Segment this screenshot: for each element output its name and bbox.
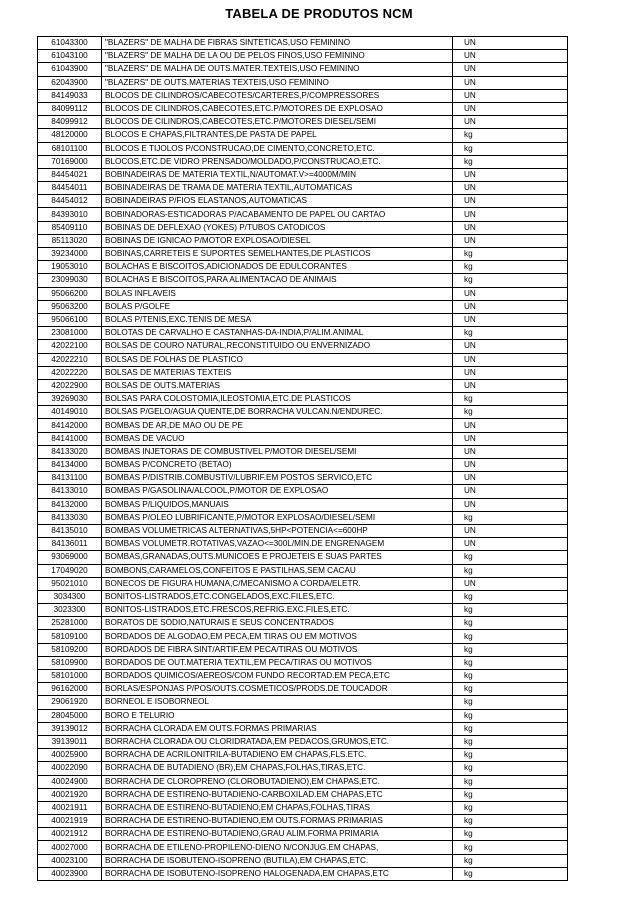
ncm-code-cell: 84454021 <box>38 168 102 181</box>
ncm-code-cell: 40021920 <box>38 788 102 801</box>
ncm-code-cell: 61043900 <box>38 63 102 76</box>
unit-cell: UN <box>453 116 568 129</box>
table-body <box>38 37 568 881</box>
ncm-code-cell: 96162000 <box>38 683 102 696</box>
product-description-cell: BORNEOL E ISOBORNEOL <box>102 696 453 709</box>
table-row <box>38 182 568 195</box>
unit-cell: UN <box>453 524 568 537</box>
table-row <box>38 76 568 89</box>
unit-cell: kg <box>453 393 568 406</box>
product-description-cell: BLOCOS E CHAPAS,FILTRANTES,DE PASTA DE PAPEL <box>102 129 453 142</box>
page-title: TABELA DE PRODUTOS NCM <box>225 6 413 21</box>
table-row <box>38 801 568 814</box>
product-description-cell: BONITOS-LISTRADOS,ETC.FRESCOS,REFRIG.EXC.FILES,ETC. <box>102 604 453 617</box>
table-row <box>38 485 568 498</box>
product-description-cell: BOBINADEIRAS P/FIOS ELASTANOS,AUTOMATICAS <box>102 195 453 208</box>
table-row <box>38 670 568 683</box>
unit-cell: UN <box>453 234 568 247</box>
ncm-code-cell: 39139012 <box>38 722 102 735</box>
product-description-cell: BORRACHA DE ETILENO-PROPILENO-DIENO N/CONJUG.EM CHAPAS, <box>102 841 453 854</box>
ncm-code-cell: 40149010 <box>38 406 102 419</box>
unit-cell: UN <box>453 432 568 445</box>
product-description-cell: BORRACHA DE ESTIRENO-BUTADIENO-CARBOXILAD.EM CHAPAS,ETC <box>102 788 453 801</box>
table-row <box>38 828 568 841</box>
product-description-cell: BOMBAS VOLUMETR.ROTATIVAS,VAZAO<=300L/MIN.DE ENGRENAGEM <box>102 538 453 551</box>
ncm-code-cell: 40024900 <box>38 775 102 788</box>
product-description-cell: BLOCOS DE CILINDROS/CABECOTES/CARTERES,P/COMPRESSORES <box>102 89 453 102</box>
unit-cell: kg <box>453 261 568 274</box>
ncm-code-cell: 61043300 <box>38 37 102 50</box>
table-row <box>38 406 568 419</box>
table-row <box>38 788 568 801</box>
product-description-cell: "BLAZERS" DE MALHA DE LA OU DE PELOS FINOS,USO FEMININO <box>102 50 453 63</box>
unit-cell: UN <box>453 300 568 313</box>
ncm-code-cell: 42022900 <box>38 379 102 392</box>
ncm-code-cell: 39269030 <box>38 393 102 406</box>
ncm-code-cell: 3023300 <box>38 604 102 617</box>
product-description-cell: BOLOTAS DE CARVALHO E CASTANHAS-DA-INDIA,P/ALIM.ANIMAL <box>102 327 453 340</box>
table-row <box>38 393 568 406</box>
ncm-code-cell: 40023900 <box>38 867 102 880</box>
table-row <box>38 379 568 392</box>
table-row <box>38 762 568 775</box>
unit-cell: kg <box>453 406 568 419</box>
ncm-code-cell: 84132000 <box>38 498 102 511</box>
ncm-code-cell: 39139011 <box>38 735 102 748</box>
unit-cell: UN <box>453 102 568 115</box>
table-row <box>38 261 568 274</box>
ncm-code-cell: 84133030 <box>38 511 102 524</box>
unit-cell: kg <box>453 564 568 577</box>
product-description-cell: BOLSAS DE COURO NATURAL,RECONSTITUIDO OU ENVERNIZADO <box>102 340 453 353</box>
ncm-code-cell: 48120000 <box>38 129 102 142</box>
unit-cell: kg <box>453 815 568 828</box>
ncm-code-cell: 40022090 <box>38 762 102 775</box>
ncm-code-cell: 40021919 <box>38 815 102 828</box>
product-description-cell: BOBINAS,CARRETEIS E SUPORTES SEMELHANTES,DE PLASTICOS <box>102 248 453 261</box>
unit-cell: kg <box>453 722 568 735</box>
product-description-cell: BOMBAS P/DISTRIB.COMBUSTIV/LUBRIF.EM POSTOS SERVICO,ETC <box>102 472 453 485</box>
ncm-code-cell: 84141000 <box>38 432 102 445</box>
unit-cell: kg <box>453 656 568 669</box>
ncm-code-cell: 62043900 <box>38 76 102 89</box>
ncm-code-cell: 40027000 <box>38 841 102 854</box>
unit-cell: UN <box>453 168 568 181</box>
table-row <box>38 630 568 643</box>
product-description-cell: BOMBAS P/OLEO LUBRIFICANTE,P/MOTOR EXPLOSAO/DIESEL/SEMI <box>102 511 453 524</box>
product-description-cell: BORDADOS DE FIBRA SINT/ARTIF.EM PECA/TIRAS OU MOTIVOS <box>102 643 453 656</box>
table-row <box>38 89 568 102</box>
unit-cell: kg <box>453 683 568 696</box>
table-row <box>38 643 568 656</box>
unit-cell: kg <box>453 867 568 880</box>
table-row <box>38 155 568 168</box>
ncm-code-cell: 93069000 <box>38 551 102 564</box>
ncm-code-cell: 70169000 <box>38 155 102 168</box>
table-row <box>38 577 568 590</box>
product-description-cell: BOBINADORAS-ESTICADORAS P/ACABAMENTO DE PAPEL OU CARTAO <box>102 208 453 221</box>
unit-cell: UN <box>453 577 568 590</box>
ncm-code-cell: 84133010 <box>38 485 102 498</box>
product-description-cell: BONITOS-LISTRADOS,ETC.CONGELADOS,EXC.FILES,ETC. <box>102 590 453 603</box>
unit-cell: kg <box>453 670 568 683</box>
unit-cell: kg <box>453 841 568 854</box>
product-description-cell: BORRACHA DE ESTIRENO-BUTADIENO,EM CHAPAS,FOLHAS,TIRAS <box>102 801 453 814</box>
unit-cell: UN <box>453 182 568 195</box>
unit-cell: kg <box>453 828 568 841</box>
table-row <box>38 775 568 788</box>
ncm-code-cell: 84099912 <box>38 116 102 129</box>
ncm-code-cell: 19053010 <box>38 261 102 274</box>
ncm-code-cell: 68101100 <box>38 142 102 155</box>
product-description-cell: BOMBAS VOLUMETRICAS ALTERNATIVAS,5HP<POTENCIA<=600HP <box>102 524 453 537</box>
table-row <box>38 472 568 485</box>
product-description-cell: BORRACHA DE BUTADIENO (BR),EM CHAPAS,FOLHAS,TIRAS,ETC. <box>102 762 453 775</box>
unit-cell: UN <box>453 63 568 76</box>
table-row <box>38 63 568 76</box>
product-description-cell: "BLAZERS" DE OUTS.MATERIAS TEXTEIS,USO FEMININO <box>102 76 453 89</box>
ncm-code-cell: 61043100 <box>38 50 102 63</box>
unit-cell: kg <box>453 142 568 155</box>
ncm-code-cell: 58109900 <box>38 656 102 669</box>
product-description-cell: BOBINADEIRAS DE MATERIA TEXTIL,N/AUTOMAT.V>=4000M/MIN <box>102 168 453 181</box>
table-row <box>38 287 568 300</box>
product-description-cell: BORRACHA DE CLOROPRENO (CLOROBUTADIENO),EM CHAPAS,ETC. <box>102 775 453 788</box>
table-row <box>38 432 568 445</box>
ncm-code-cell: 84454011 <box>38 182 102 195</box>
ncm-code-cell: 95066100 <box>38 313 102 326</box>
table-row <box>38 854 568 867</box>
table-row <box>38 340 568 353</box>
table-row <box>38 327 568 340</box>
ncm-code-cell: 85113020 <box>38 234 102 247</box>
product-description-cell: BOBINAS DE IGNICAO P/MOTOR EXPLOSAO/DIESEL <box>102 234 453 247</box>
table-row <box>38 656 568 669</box>
table-row <box>38 551 568 564</box>
ncm-code-cell: 84142000 <box>38 419 102 432</box>
unit-cell: UN <box>453 459 568 472</box>
ncm-product-table <box>37 36 568 881</box>
table-row <box>38 617 568 630</box>
unit-cell: UN <box>453 366 568 379</box>
product-description-cell: BORRACHA CLORADA EM OUTS.FORMAS PRIMARIAS <box>102 722 453 735</box>
product-description-cell: BOBINAS DE DEFLEXAO (YOKES) P/TUBOS CATODICOS <box>102 221 453 234</box>
table-row <box>38 709 568 722</box>
ncm-code-cell: 25281000 <box>38 617 102 630</box>
unit-cell: kg <box>453 749 568 762</box>
product-description-cell: BOLSAS DE FOLHAS DE PLASTICO <box>102 353 453 366</box>
product-description-cell: BOMBAS,GRANADAS,OUTS.MUNICOES E PROJETEIS E SUAS PARTES <box>102 551 453 564</box>
product-description-cell: "BLAZERS" DE MALHA DE OUTS.MATER.TEXTEIS,USO FEMININO <box>102 63 453 76</box>
table-row <box>38 116 568 129</box>
ncm-code-cell: 28045000 <box>38 709 102 722</box>
product-description-cell: BORDADOS DE OUT.MATERIA TEXTIL,EM PECA/TIRAS OU MOTIVOS <box>102 656 453 669</box>
table-row <box>38 366 568 379</box>
product-description-cell: BORDADOS QUIMICOS/AEREOS/COM FUNDO RECORTAD.EM PECA,ETC <box>102 670 453 683</box>
ncm-code-cell: 40025900 <box>38 749 102 762</box>
unit-cell: kg <box>453 604 568 617</box>
table-row <box>38 564 568 577</box>
unit-cell: kg <box>453 327 568 340</box>
unit-cell: kg <box>453 155 568 168</box>
unit-cell: kg <box>453 775 568 788</box>
product-description-cell: BOLSAS P/GELO/AGUA QUENTE,DE BORRACHA VULCAN.N/ENDUREC. <box>102 406 453 419</box>
unit-cell: UN <box>453 195 568 208</box>
unit-cell: UN <box>453 50 568 63</box>
table-row <box>38 445 568 458</box>
product-description-cell: BOMBONS,CARAMELOS,CONFEITOS E PASTILHAS,SEM CACAU <box>102 564 453 577</box>
table-row <box>38 353 568 366</box>
unit-cell: kg <box>453 274 568 287</box>
table-row <box>38 590 568 603</box>
unit-cell: UN <box>453 313 568 326</box>
unit-cell: kg <box>453 630 568 643</box>
ncm-code-cell: 42022220 <box>38 366 102 379</box>
unit-cell: UN <box>453 472 568 485</box>
unit-cell: kg <box>453 551 568 564</box>
ncm-code-cell: 58109200 <box>38 643 102 656</box>
table-row <box>38 142 568 155</box>
product-description-cell: BOMBAS P/CONCRETO (BETAO) <box>102 459 453 472</box>
product-description-cell: BOLAS P/TENIS,EXC.TENIS DE MESA <box>102 313 453 326</box>
product-description-cell: BOMBAS P/GASOLINA/ALCOOL,P/MOTOR DE EXPLOSAO <box>102 485 453 498</box>
table-row <box>38 841 568 854</box>
unit-cell: kg <box>453 696 568 709</box>
product-description-cell: BLOCOS DE CILINDROS,CABECOTES,ETC.P/MOTORES DE EXPLOSAO <box>102 102 453 115</box>
unit-cell: UN <box>453 419 568 432</box>
product-description-cell: BORRACHA DE ESTIRENO-BUTADIENO,EM OUTS.FORMAS PRIMARIAS <box>102 815 453 828</box>
ncm-code-cell: 84133020 <box>38 445 102 458</box>
ncm-code-cell: 23081000 <box>38 327 102 340</box>
ncm-code-cell: 84454012 <box>38 195 102 208</box>
table-row <box>38 168 568 181</box>
unit-cell: UN <box>453 353 568 366</box>
product-description-cell: BORRACHA CLORADA OU CLORIDRATADA,EM PEDACOS,GRUMOS,ETC. <box>102 735 453 748</box>
ncm-code-cell: 84135010 <box>38 524 102 537</box>
product-description-cell: BOLAS INFLAVEIS <box>102 287 453 300</box>
table-row <box>38 749 568 762</box>
table-row <box>38 195 568 208</box>
unit-cell: kg <box>453 762 568 775</box>
product-description-cell: BORATOS DE SODIO,NATURAIS E SEUS CONCENTRADOS <box>102 617 453 630</box>
product-description-cell: BLOCOS E TIJOLOS P/CONSTRUCAO,DE CIMENTO,CONCRETO,ETC. <box>102 142 453 155</box>
unit-cell: kg <box>453 709 568 722</box>
ncm-code-cell: 58101000 <box>38 670 102 683</box>
table-row <box>38 683 568 696</box>
product-description-cell: BOLSAS DE OUTS.MATERIAS <box>102 379 453 392</box>
product-description-cell: BOLACHAS E BISCOITOS,PARA ALIMENTACAO DE ANIMAIS <box>102 274 453 287</box>
ncm-code-cell: 95063200 <box>38 300 102 313</box>
table-row <box>38 419 568 432</box>
table-row <box>38 815 568 828</box>
unit-cell: kg <box>453 788 568 801</box>
product-description-cell: BLOCOS DE CILINDROS,CABECOTES,ETC.P/MOTORES DIESEL/SEMI <box>102 116 453 129</box>
ncm-code-cell: 40021911 <box>38 801 102 814</box>
unit-cell: UN <box>453 498 568 511</box>
table-row <box>38 248 568 261</box>
table-row <box>38 208 568 221</box>
unit-cell: kg <box>453 643 568 656</box>
ncm-code-cell: 84134000 <box>38 459 102 472</box>
unit-cell: kg <box>453 801 568 814</box>
unit-cell: UN <box>453 208 568 221</box>
ncm-code-cell: 95066200 <box>38 287 102 300</box>
unit-cell: kg <box>453 854 568 867</box>
table-row <box>38 604 568 617</box>
product-description-cell: BOBINADEIRAS DE TRAMA DE MATERIA TEXTIL,AUTOMATICAS <box>102 182 453 195</box>
table-row <box>38 696 568 709</box>
ncm-code-cell: 40023100 <box>38 854 102 867</box>
ncm-code-cell: 42022210 <box>38 353 102 366</box>
product-description-cell: BORRACHA DE ISOBUTENO-ISOPRENO (BUTILA),EM CHAPAS,ETC. <box>102 854 453 867</box>
unit-cell: kg <box>453 617 568 630</box>
ncm-code-cell: 29061920 <box>38 696 102 709</box>
ncm-code-cell: 84149033 <box>38 89 102 102</box>
table-row <box>38 274 568 287</box>
product-description-cell: BOMBAS DE AR,DE MAO OU DE PE <box>102 419 453 432</box>
product-description-cell: BOLSAS DE MATERIAS TEXTEIS <box>102 366 453 379</box>
ncm-code-cell: 84393010 <box>38 208 102 221</box>
product-description-cell: BORRACHA DE ESTIRENO-BUTADIENO,GRAU ALIM.FORMA PRIMARIA <box>102 828 453 841</box>
product-description-cell: BORRACHA DE ACRILONITRILA-BUTADIENO EM CHAPAS,FLS.ETC. <box>102 749 453 762</box>
table-row <box>38 867 568 880</box>
unit-cell: UN <box>453 287 568 300</box>
table-row <box>38 498 568 511</box>
unit-cell: UN <box>453 485 568 498</box>
product-description-cell: BORLAS/ESPONJAS P/POS/OUTS.COSMETICOS/PRODS.DE TOUCADOR <box>102 683 453 696</box>
table-row <box>38 50 568 63</box>
product-description-cell: BORRACHA DE ISOBUTENO-ISOPRENO HALOGENADA,EM CHAPAS,ETC <box>102 867 453 880</box>
product-description-cell: BOLSAS PARA COLOSTOMIA,ILEOSTOMIA,ETC.DE PLASTICOS <box>102 393 453 406</box>
unit-cell: kg <box>453 590 568 603</box>
unit-cell: kg <box>453 735 568 748</box>
table-row <box>38 37 568 50</box>
unit-cell: UN <box>453 37 568 50</box>
table-row <box>38 313 568 326</box>
ncm-code-cell: 84131100 <box>38 472 102 485</box>
table-row <box>38 524 568 537</box>
table-row <box>38 129 568 142</box>
table-row <box>38 459 568 472</box>
table-row <box>38 102 568 115</box>
product-description-cell: BOMBAS DE VACUO <box>102 432 453 445</box>
ncm-code-cell: 23099030 <box>38 274 102 287</box>
ncm-code-cell: 17049020 <box>38 564 102 577</box>
product-description-cell: BOLAS P/GOLFE <box>102 300 453 313</box>
unit-cell: UN <box>453 221 568 234</box>
unit-cell: UN <box>453 340 568 353</box>
product-description-cell: BONECOS DE FIGURA HUMANA,C/MECANISMO A CORDA/ELETR. <box>102 577 453 590</box>
unit-cell: kg <box>453 511 568 524</box>
table-row <box>38 735 568 748</box>
product-description-cell: BOLACHAS E BISCOITOS,ADICIONADOS DE EDULCORANTES <box>102 261 453 274</box>
ncm-code-cell: 95021010 <box>38 577 102 590</box>
ncm-code-cell: 84136011 <box>38 538 102 551</box>
unit-cell: UN <box>453 538 568 551</box>
ncm-code-cell: 40021912 <box>38 828 102 841</box>
unit-cell: UN <box>453 379 568 392</box>
table-row <box>38 300 568 313</box>
ncm-code-cell: 42022100 <box>38 340 102 353</box>
product-description-cell: BORO E TELURIO <box>102 709 453 722</box>
table-row <box>38 221 568 234</box>
product-description-cell: BORDADOS DE ALGODAO,EM PECA,EM TIRAS OU EM MOTIVOS <box>102 630 453 643</box>
ncm-code-cell: 3034300 <box>38 590 102 603</box>
product-description-cell: "BLAZERS" DE MALHA DE FIBRAS SINTETICAS,USO FEMININO <box>102 37 453 50</box>
unit-cell: kg <box>453 129 568 142</box>
product-description-cell: BOMBAS P/LIQUIDOS,MANUAIS <box>102 498 453 511</box>
ncm-code-cell: 58109100 <box>38 630 102 643</box>
unit-cell: UN <box>453 445 568 458</box>
table-row <box>38 234 568 247</box>
table-row <box>38 511 568 524</box>
unit-cell: kg <box>453 248 568 261</box>
ncm-code-cell: 84099112 <box>38 102 102 115</box>
product-description-cell: BOMBAS INJETORAS DE COMBUSTIVEL P/MOTOR DIESEL/SEMI <box>102 445 453 458</box>
product-description-cell: BLOCOS,ETC.DE VIDRO PRENSADO/MOLDADO,P/CONSTRUCAO,ETC. <box>102 155 453 168</box>
table-row <box>38 722 568 735</box>
unit-cell: UN <box>453 89 568 102</box>
unit-cell: UN <box>453 76 568 89</box>
ncm-code-cell: 85409110 <box>38 221 102 234</box>
ncm-code-cell: 39234000 <box>38 248 102 261</box>
table-row <box>38 538 568 551</box>
